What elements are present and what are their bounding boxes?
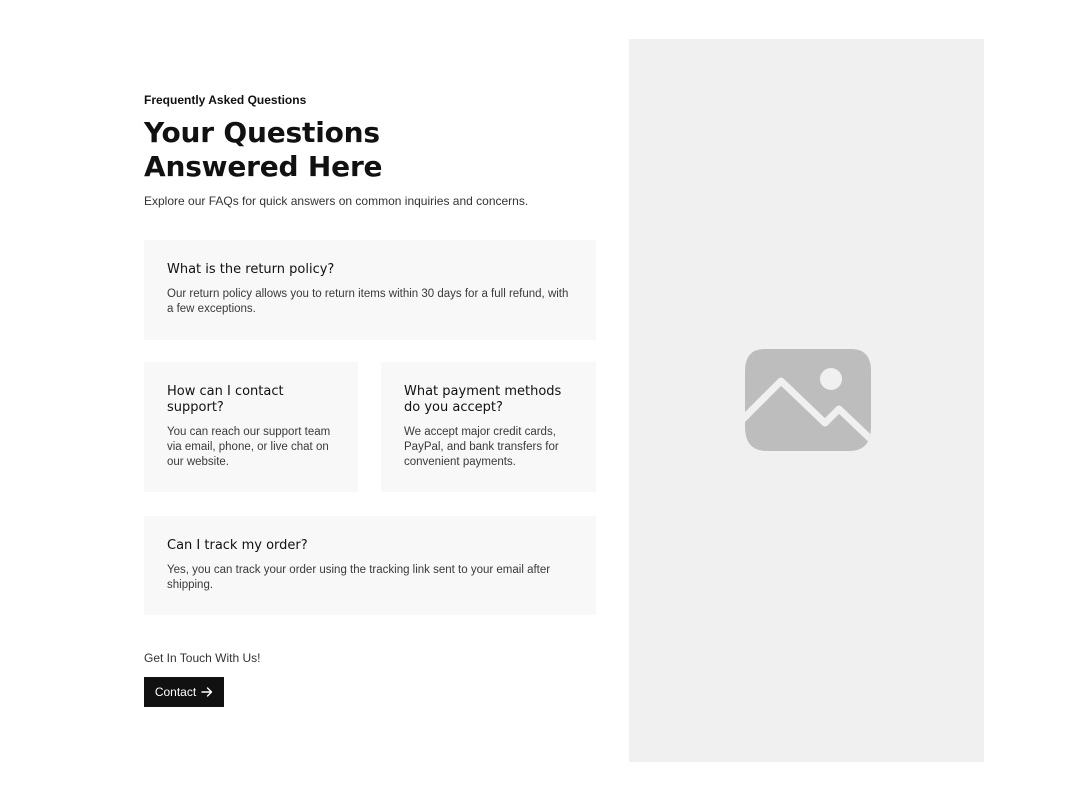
faq-question: How can I contact support? (167, 384, 284, 415)
faq-card-contact-support (144, 362, 358, 492)
contact-button-label: Contact (154, 685, 197, 699)
faq-answer: We accept major credit cards, PayPal, and bank transfers for convenient payments. (404, 426, 559, 468)
section-eyebrow: Frequently Asked Questions (144, 93, 307, 107)
page-subtitle: Explore our FAQs for quick answers on common inquiries and concerns. (144, 194, 529, 208)
get-in-touch-text: Get In Touch With Us! (144, 651, 261, 665)
faq-answer: Our return policy allows you to return items within 30 days for a full refund, with a few exceptions. (167, 288, 569, 315)
faq-answer: Yes, you can track your order using the tracking link sent to your email after shipping. (167, 564, 551, 591)
faq-card-return-policy (144, 240, 596, 340)
image-placeholder-icon (743, 347, 873, 453)
page-title: Your Questions Answered Here (144, 116, 383, 183)
faq-card-track-order (144, 516, 596, 615)
arrow-right-icon (201, 686, 213, 698)
faq-card-payment-methods (381, 362, 596, 492)
faq-question: What is the return policy? (167, 262, 335, 277)
faq-question: Can I track my order? (167, 538, 308, 553)
faq-header (144, 92, 596, 209)
image-placeholder-panel (629, 39, 984, 762)
contact-button[interactable] (144, 677, 224, 707)
faq-question: What payment methods do you accept? (404, 384, 562, 415)
faq-answer: You can reach our support team via email, phone, or live chat on our website. (167, 426, 331, 468)
